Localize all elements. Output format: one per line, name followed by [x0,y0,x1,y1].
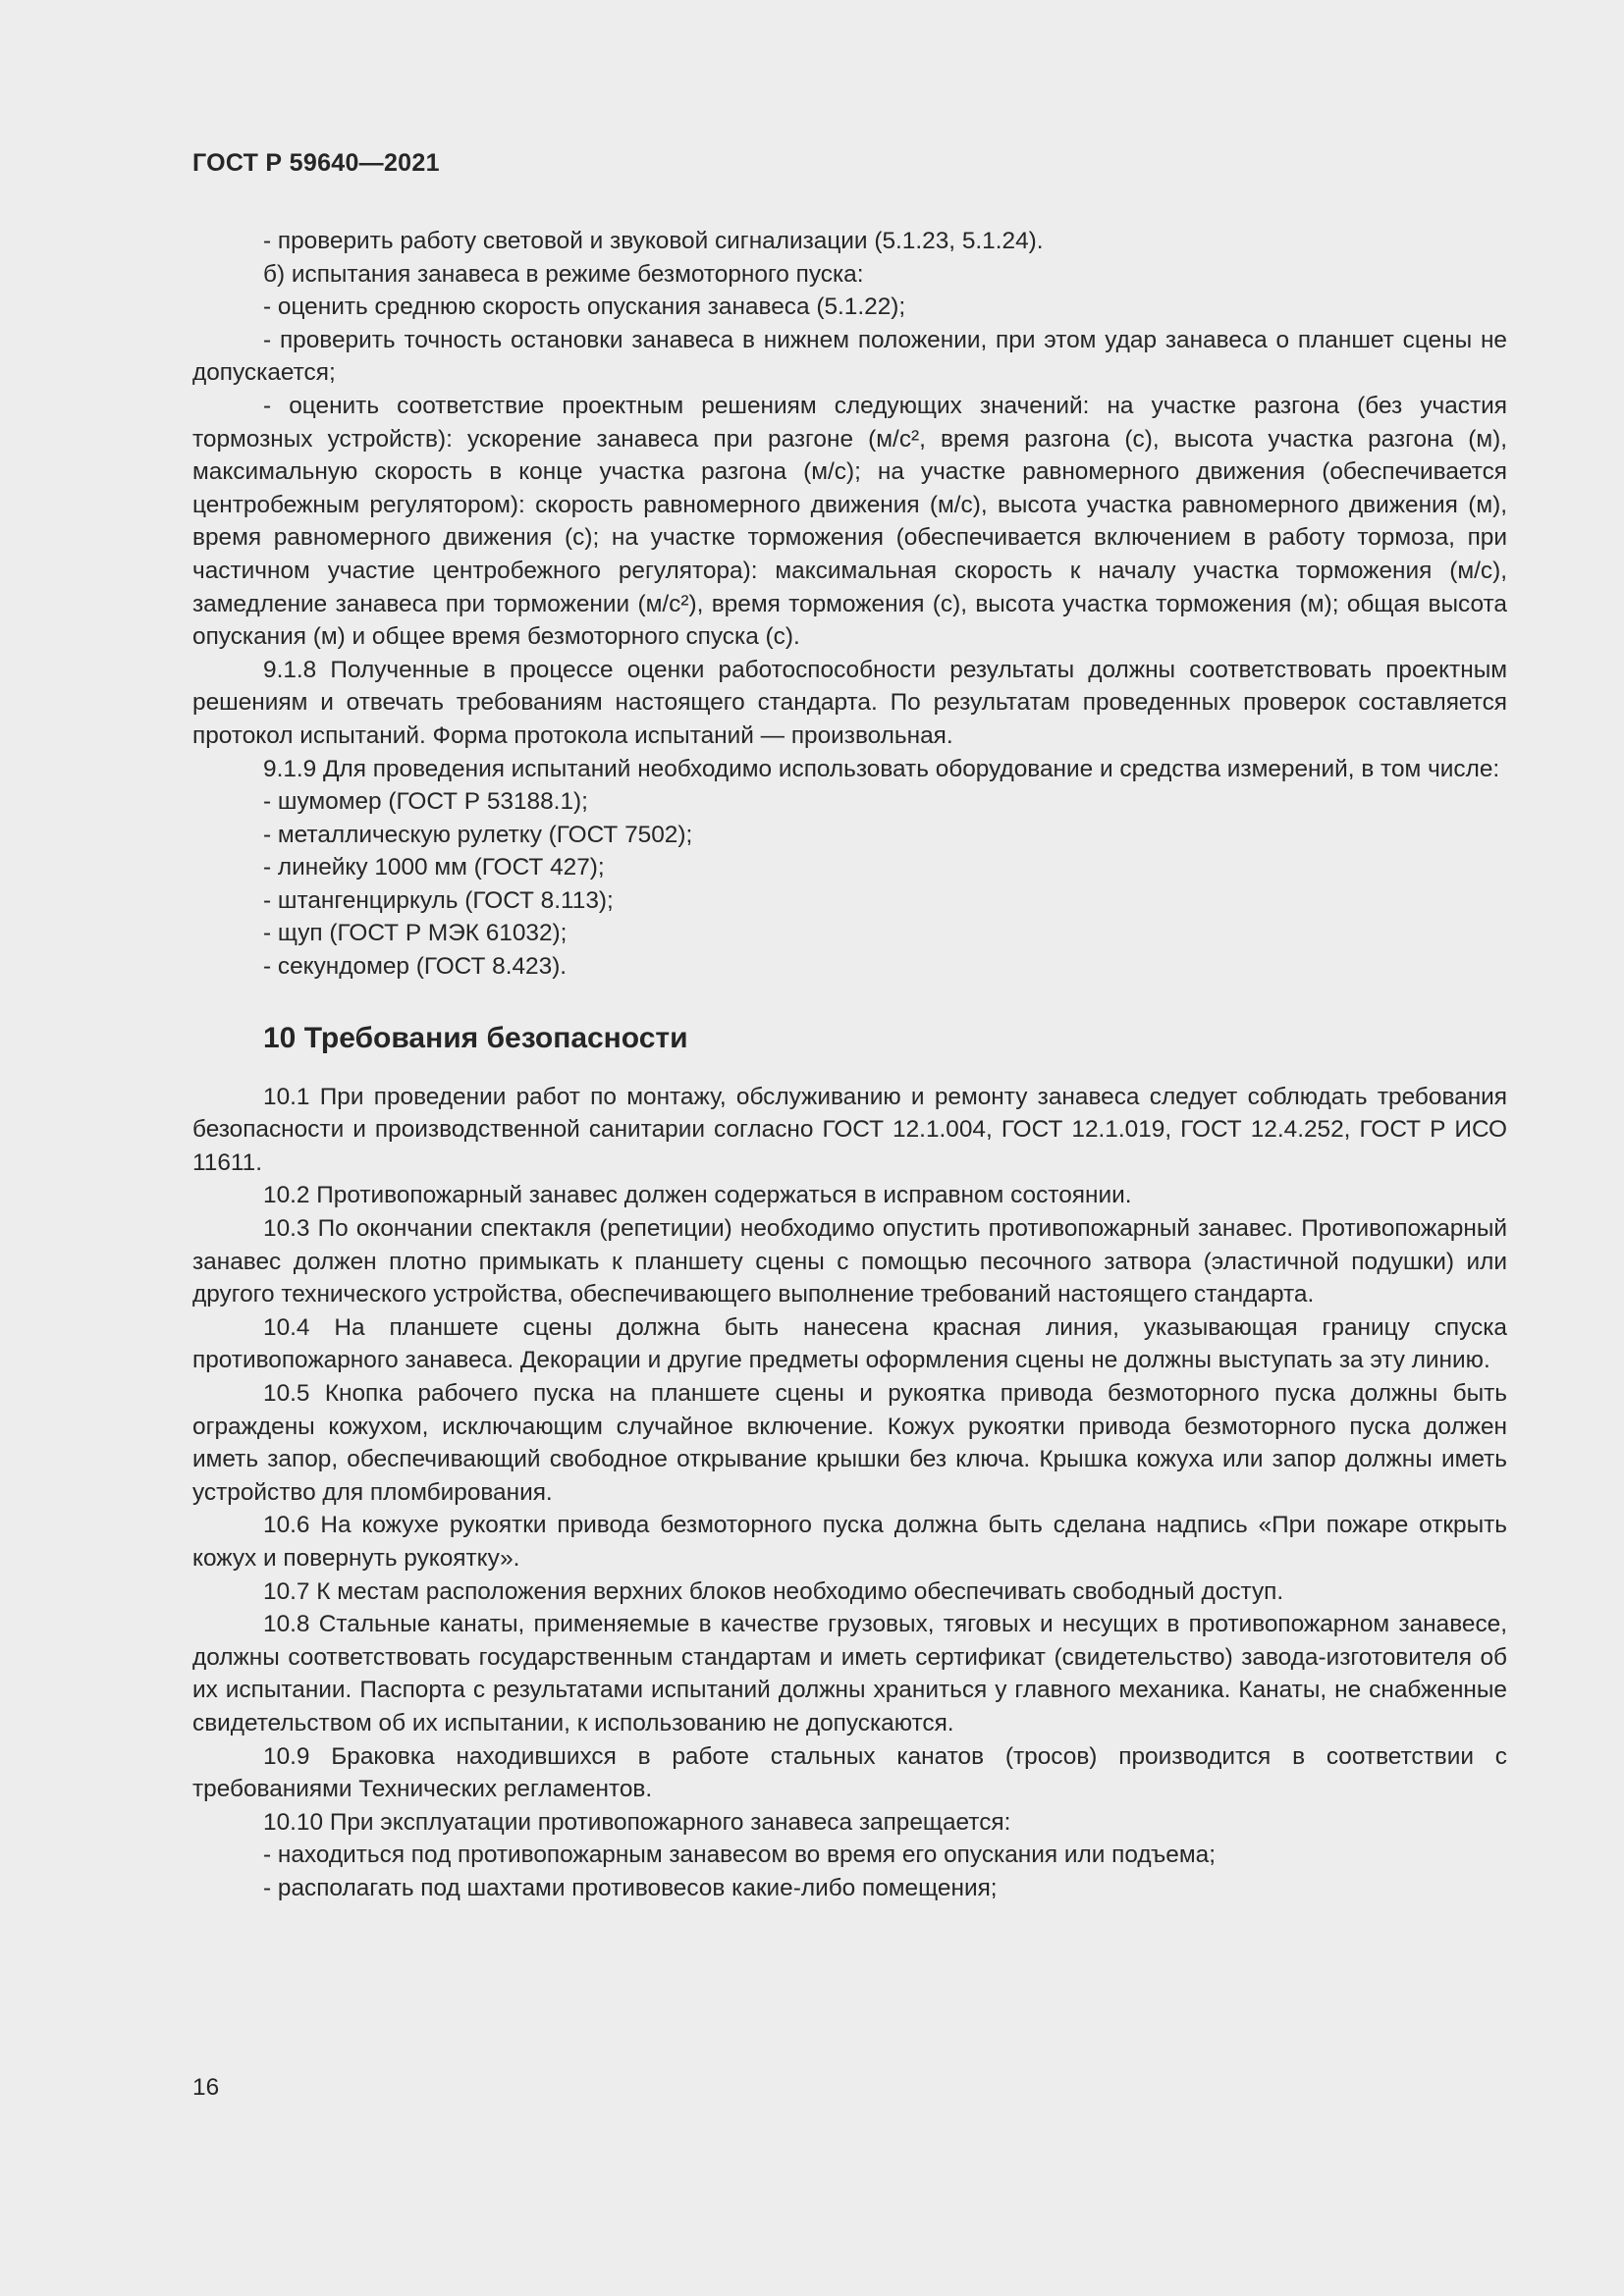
section-heading: 10 Требования безопасности [263,1021,688,1054]
list-item: - проверить работу световой и звуковой сигнализации (5.1.23, 5.1.24). [263,228,1044,254]
clause-10-2: 10.2 Противопожарный занавес должен содержаться в исправном состоянии. [263,1182,1132,1209]
clause-10-4: 10.4 На планшете сцены должна быть нанесена красная линия, указывающая границу спуска противопожарного занавеса. Декорации и другие предметы оформления сцены не должны выступать за эту линию. [192,1313,1507,1374]
list-item: - секундомер (ГОСТ 8.423). [263,953,568,981]
list-item: - располагать под шахтами противовесов какие-либо помещения; [263,1874,998,1901]
list-item: - находиться под противопожарным занавесом во время его опускания или подъема; [263,1842,1216,1869]
list-item: - проверить точность остановки занавеса в нижнем положении, при этом удар занавеса о планшет сцены не допускается; [192,326,1507,387]
clause-10-6: 10.6 На кожухе рукоятки привода безмоторного пуска должна быть сделана надпись «При пожаре открыть кожух и повернуть рукоятку». [192,1512,1507,1572]
list-item: б) испытания занавеса в режиме безмоторного пуска: [263,260,864,288]
clause-10-3: 10.3 По окончании спектакля (репетиции) необходимо опустить противопожарный занавес. Противопожарный занавес должен плотно примыкать к планшету сцены с помощью песочного затвора (эластичной подушки) или другого технического устройства, обеспечивающего выполнение требований настоящего стандарта. [192,1215,1507,1308]
clause-10-9: 10.9 Браковка находившихся в работе стальных канатов (тросов) производится в соответствии с требованиями Технических регламентов. [192,1742,1507,1803]
clause-9-1-9: 9.1.9 Для проведения испытаний необходимо использовать оборудование и средства измерений, в том числе: [263,755,1500,782]
clause-10-7: 10.7 К местам расположения верхних блоков необходимо обеспечивать свободный доступ. [263,1577,1284,1605]
document-body [192,225,1507,1905]
clause-10-1: 10.1 При проведении работ по монтажу, обслуживанию и ремонту занавеса следует соблюдать требования безопасности и производственной санитарии согласно ГОСТ 12.1.004, ГОСТ 12.1.019, ГОСТ 12.4.252, ГОСТ Р ИСО 11611. [192,1083,1507,1176]
list-item: - линейку 1000 мм (ГОСТ 427); [263,854,605,881]
list-item: - оценить среднюю скорость опускания занавеса (5.1.22); [263,294,906,321]
document-header: ГОСТ Р 59640—2021 [192,149,440,177]
clause-10-10: 10.10 При эксплуатации противопожарного занавеса запрещается: [263,1808,1011,1836]
list-item: - шумомер (ГОСТ Р 53188.1); [263,788,588,816]
list-item: - штангенциркуль (ГОСТ 8.113); [263,886,614,914]
page-number: 16 [192,2074,220,2101]
list-item: - оценить соответствие проектным решениям следующих значений: на участке разгона (без участия тормозных устройств): ускорение занавеса при разгоне (м/с², время разгона (с), высота участка разгона (м), максимальную скорость в конце участка разгона (м/с); на участке равномерного движения (обеспечивается центробежным регулятором): скорость равномерного движения (м/с), высота участка равномерного движения (м), время равномерного движения (с); на участке торможения (обеспечивается включением в работу тормоза, при частичном участие центробежного регулятора): максимальная скорость к началу участка торможения (м/с), замедление занавеса при торможении (м/с²), время торможения (с), высота участка торможения (м); общая высота опускания (м) и общее время безмоторного спуска (с). [192,392,1507,651]
clause-10-5: 10.5 Кнопка рабочего пуска на планшете сцены и рукоятка привода безмоторного пуска должны быть ограждены кожухом, исключающим случайное включение. Кожух рукоятки привода безмоторного пуска должен иметь запор, обеспечивающий свободное открывание крышки без ключа. Крышка кожуха или запор должны иметь устройство для пломбирования. [192,1380,1507,1506]
clause-10-8: 10.8 Стальные канаты, применяемые в качестве грузовых, тяговых и несущих в противопожарном занавесе, должны соответствовать государственным стандартам и иметь сертификат (свидетельство) завода-изготовителя об их испытании. Паспорта с результатами испытаний должны храниться у главного механика. Канаты, не снабженные свидетельством об их испытании, к использованию не допускаются. [192,1611,1507,1736]
list-item: - металлическую рулетку (ГОСТ 7502); [263,821,693,848]
list-item: - щуп (ГОСТ Р МЭК 61032); [263,920,568,947]
clause-9-1-8: 9.1.8 Полученные в процессе оценки работоспособности результаты должны соответствовать проектным решениям и отвечать требованиям настоящего стандарта. По результатам проведенных проверок составляется протокол испытаний. Форма протокола испытаний — произвольная. [192,656,1507,749]
